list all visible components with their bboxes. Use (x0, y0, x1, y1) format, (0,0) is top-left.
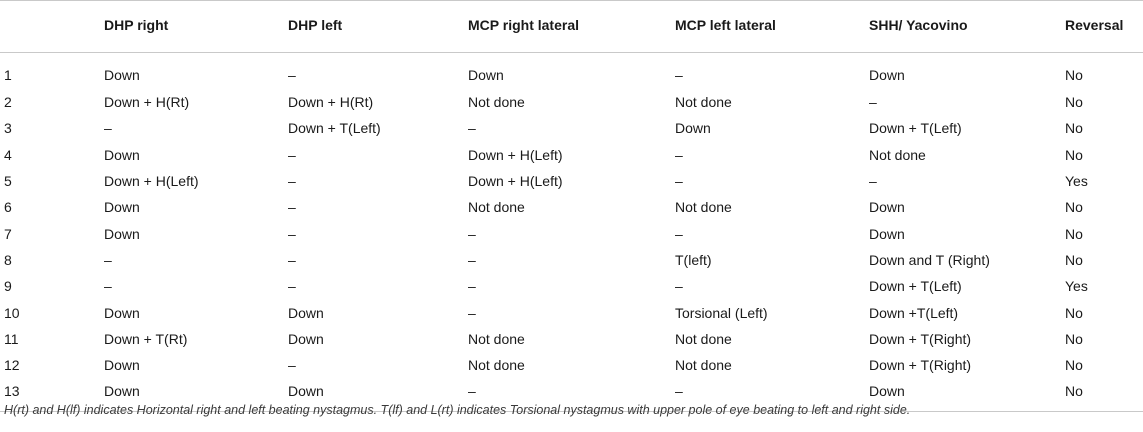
cell-patient-number: 4 (4, 146, 12, 163)
header-dhp-left: DHP left (288, 16, 343, 33)
cell-dhp-right: Down + H(Rt) (104, 94, 190, 111)
cell-reversal: No (1065, 330, 1083, 347)
cell-mcp-right-lateral: – (468, 383, 476, 400)
cell-mcp-left-lateral: Down (675, 120, 711, 137)
cell-mcp-left-lateral: Torsional (Left) (675, 304, 768, 321)
cell-mcp-right-lateral: – (468, 225, 476, 242)
cell-dhp-left: – (288, 251, 296, 268)
cell-dhp-left: – (288, 199, 296, 216)
cell-reversal: Yes (1065, 278, 1088, 295)
table-row (0, 352, 1143, 378)
cell-dhp-left: – (288, 173, 296, 190)
table-footnote: H(rt) and H(lf) indicates Horizontal right and left beating nystagmus. T(lf) and L(rt) indicates Torsional nystagmus with upper pole of eye beating to left and right side. (4, 403, 911, 417)
cell-mcp-right-lateral: Down + H(Left) (468, 146, 563, 163)
table-row (0, 142, 1143, 168)
cell-patient-number: 11 (4, 330, 19, 347)
cell-dhp-right: Down (104, 357, 140, 374)
cell-mcp-right-lateral: – (468, 120, 476, 137)
cell-patient-number: 7 (4, 225, 12, 242)
table-row (0, 326, 1143, 352)
cell-mcp-left-lateral: Not done (675, 330, 732, 347)
cell-shh-yacovino: Down + T(Right) (869, 330, 972, 347)
cell-mcp-right-lateral: Not done (468, 330, 525, 347)
cell-shh-yacovino: Down + T(Right) (869, 357, 972, 374)
cell-shh-yacovino: Down (869, 225, 905, 242)
cell-dhp-left: – (288, 225, 296, 242)
table-row (0, 273, 1143, 299)
cell-dhp-right: Down + H(Left) (104, 173, 199, 190)
cell-mcp-right-lateral: Not done (468, 199, 525, 216)
cell-reversal: No (1065, 304, 1083, 321)
table-row (0, 194, 1143, 220)
cell-patient-number: 5 (4, 173, 12, 190)
table-row (0, 220, 1143, 246)
cell-shh-yacovino: Not done (869, 146, 926, 163)
cell-mcp-right-lateral: – (468, 278, 476, 295)
cell-shh-yacovino: Down + T(Left) (869, 120, 962, 137)
cell-mcp-left-lateral: Not done (675, 199, 732, 216)
cell-mcp-left-lateral: Not done (675, 94, 732, 111)
table-row (0, 53, 1143, 90)
cell-dhp-right: Down (104, 383, 140, 400)
cell-dhp-left: Down (288, 330, 324, 347)
cell-mcp-left-lateral: T(left) (675, 251, 712, 268)
cell-dhp-right: Down (104, 304, 140, 321)
cell-mcp-right-lateral: Down + H(Left) (468, 173, 563, 190)
cell-reversal: Yes (1065, 173, 1088, 190)
cell-dhp-right: Down (104, 146, 140, 163)
cell-mcp-right-lateral: – (468, 304, 476, 321)
cell-shh-yacovino: – (869, 173, 877, 190)
header-reversal: Reversal (1065, 16, 1124, 33)
cell-mcp-left-lateral: – (675, 278, 683, 295)
cell-dhp-left: Down + T(Left) (288, 120, 381, 137)
cell-patient-number: 2 (4, 94, 12, 111)
cell-mcp-left-lateral: – (675, 383, 683, 400)
cell-patient-number: 1 (4, 67, 12, 83)
cell-dhp-left: – (288, 67, 296, 83)
header-mcp-right-lateral: MCP right lateral (468, 16, 579, 33)
cell-dhp-right: Down (104, 225, 140, 242)
cell-shh-yacovino: Down +T(Left) (869, 304, 959, 321)
cell-reversal: No (1065, 120, 1083, 137)
cell-reversal: No (1065, 146, 1083, 163)
cell-dhp-right: – (104, 120, 112, 137)
cell-reversal: No (1065, 199, 1083, 216)
cell-dhp-right: – (104, 251, 112, 268)
table-row (0, 168, 1143, 194)
cell-patient-number: 12 (4, 357, 20, 374)
table-body (0, 53, 1143, 412)
cell-dhp-right: Down (104, 67, 140, 83)
header-dhp-right: DHP right (104, 16, 169, 33)
cell-mcp-left-lateral: – (675, 67, 683, 83)
cell-dhp-right: Down + T(Rt) (104, 330, 188, 347)
cell-mcp-right-lateral: Down (468, 67, 504, 83)
cell-patient-number: 6 (4, 199, 12, 216)
cell-mcp-right-lateral: Not done (468, 357, 525, 374)
cell-mcp-left-lateral: – (675, 146, 683, 163)
table-row (0, 247, 1143, 273)
cell-dhp-left: Down (288, 383, 324, 400)
cell-mcp-left-lateral: – (675, 225, 683, 242)
cell-mcp-left-lateral: – (675, 173, 683, 190)
cell-reversal: No (1065, 225, 1083, 242)
cell-dhp-left: Down + H(Rt) (288, 94, 374, 111)
cell-dhp-right: Down (104, 199, 140, 216)
cell-shh-yacovino: Down and T (Right) (869, 251, 990, 268)
table-row (0, 299, 1143, 325)
cell-dhp-left: Down (288, 304, 324, 321)
cell-dhp-right: – (104, 278, 112, 295)
table-row (0, 89, 1143, 115)
cell-reversal: No (1065, 67, 1083, 83)
cell-reversal: No (1065, 357, 1083, 374)
cell-patient-number: 9 (4, 278, 12, 295)
cell-dhp-left: – (288, 146, 296, 163)
cell-patient-number: 13 (4, 383, 20, 400)
cell-mcp-left-lateral: Not done (675, 357, 732, 374)
cell-reversal: No (1065, 94, 1083, 111)
cell-reversal: No (1065, 383, 1083, 400)
cell-shh-yacovino: – (869, 94, 877, 111)
cell-dhp-left: – (288, 278, 296, 295)
cell-shh-yacovino: Down + T(Left) (869, 278, 962, 295)
cell-patient-number: 3 (4, 120, 12, 137)
cell-shh-yacovino: Down (869, 67, 905, 83)
header-shh-yacovino: SHH/ Yacovino (869, 16, 968, 33)
table-header-row (0, 1, 1143, 53)
cell-patient-number: 10 (4, 304, 20, 321)
header-mcp-left-lateral: MCP left lateral (675, 16, 776, 33)
cell-mcp-right-lateral: – (468, 251, 476, 268)
cell-shh-yacovino: Down (869, 199, 905, 216)
table-row (0, 115, 1143, 141)
header-patient-number (0, 1, 104, 53)
cell-dhp-left: – (288, 357, 296, 374)
cell-reversal: No (1065, 251, 1083, 268)
cell-mcp-right-lateral: Not done (468, 94, 525, 111)
cell-patient-number: 8 (4, 251, 12, 268)
cell-shh-yacovino: Down (869, 383, 905, 400)
